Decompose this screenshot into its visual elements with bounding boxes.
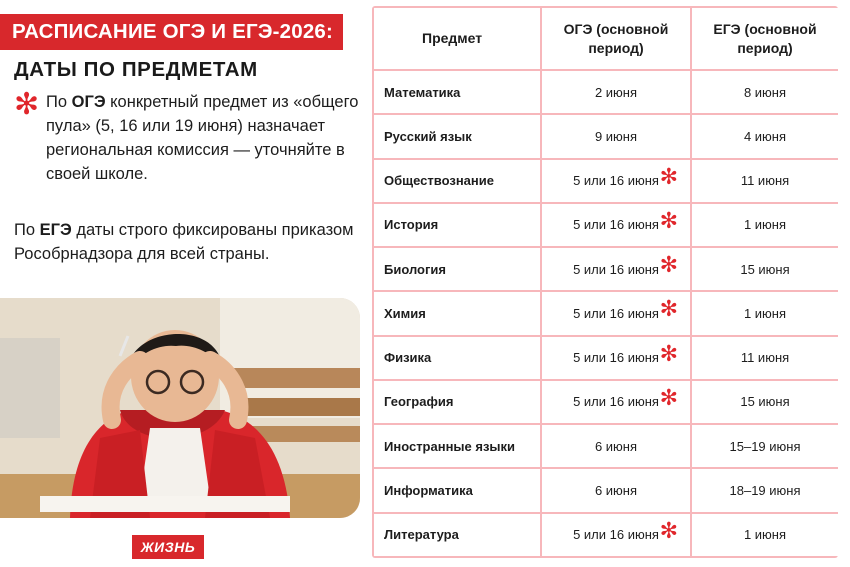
ege-date-cell: 11 июня	[692, 337, 838, 379]
oge-date-cell	[542, 469, 690, 511]
subject-cell: Математика	[374, 71, 540, 113]
student-illustration	[0, 298, 360, 518]
asterisk-icon: ✻	[659, 163, 678, 189]
asterisk-icon: ✻	[659, 517, 678, 543]
oge-date-text: 5 или 16 июня	[573, 394, 659, 410]
subject-cell: Обществознание	[374, 160, 540, 202]
header-subject: Предмет	[374, 8, 540, 69]
table-row	[374, 292, 838, 334]
table-row	[374, 381, 838, 423]
subject-cell: Информатика	[374, 469, 540, 511]
oge-note	[14, 90, 364, 186]
ege-date-cell: 15 июня	[692, 381, 838, 423]
oge-date-text: 9 июня	[594, 128, 638, 144]
subject-cell: Химия	[374, 292, 540, 334]
asterisk-icon: ✻	[659, 384, 678, 410]
oge-date-text: 5 или 16 июня	[573, 350, 659, 366]
oge-date-cell	[542, 292, 690, 334]
oge-date-text: 6 июня	[594, 438, 638, 454]
oge-date-text: 5 или 16 июня	[573, 305, 659, 321]
ege-date-cell: 1 июня	[692, 204, 838, 246]
oge-date-text: 2 июня	[594, 84, 638, 100]
subject-cell: Литература	[374, 514, 540, 556]
header-oge: ОГЭ (основной период)	[542, 8, 690, 69]
zhizn-logo: ЖИЗНЬ	[132, 535, 204, 559]
oge-note-text: По ОГЭ конкретный предмет из «общего пула» (5, 16 или 19 июня) назначает региональная комиссия — уточняйте в своей школе.	[46, 93, 359, 183]
ege-note: По ЕГЭ даты строго фиксированы приказом Рособрнадзора для всей страны.	[14, 221, 354, 263]
ege-date-cell: 18–19 июня	[692, 469, 838, 511]
table-header-row	[374, 8, 838, 69]
ege-date-cell: 1 июня	[692, 514, 838, 556]
header-ege: ЕГЭ (основной период)	[692, 8, 838, 69]
title-line-2: ДАТЫ ПО ПРЕДМЕТАМ	[0, 54, 268, 86]
ege-date-cell: 11 июня	[692, 160, 838, 202]
asterisk-icon: ✻	[659, 340, 678, 366]
student-photo	[0, 298, 360, 518]
oge-date-cell	[542, 248, 690, 290]
table-row	[374, 204, 838, 246]
title-block	[0, 14, 343, 86]
oge-date-cell	[542, 514, 690, 556]
oge-date-text: 6 июня	[594, 483, 638, 499]
asterisk-icon: ✻	[14, 88, 40, 121]
oge-date-text: 5 или 16 июня	[573, 261, 659, 277]
subject-cell: История	[374, 204, 540, 246]
table-row	[374, 514, 838, 556]
oge-date-cell	[542, 71, 690, 113]
asterisk-icon: ✻	[659, 296, 678, 322]
oge-date-cell	[542, 381, 690, 423]
ege-date-cell: 1 июня	[692, 292, 838, 334]
ege-date-cell: 15–19 июня	[692, 425, 838, 467]
table-row	[374, 425, 838, 467]
asterisk-icon: ✻	[659, 252, 678, 278]
schedule-table	[372, 6, 840, 558]
ege-date-cell: 15 июня	[692, 248, 838, 290]
oge-date-cell	[542, 337, 690, 379]
table-row	[374, 160, 838, 202]
table-row	[374, 115, 838, 157]
ege-date-cell: 8 июня	[692, 71, 838, 113]
oge-date-cell	[542, 425, 690, 467]
oge-date-text: 5 или 16 июня	[573, 173, 659, 189]
oge-date-cell	[542, 160, 690, 202]
table-row	[374, 469, 838, 511]
subject-cell: Русский язык	[374, 115, 540, 157]
subject-cell: Иностранные языки	[374, 425, 540, 467]
oge-date-cell	[542, 204, 690, 246]
table-row	[374, 248, 838, 290]
subject-cell: Биология	[374, 248, 540, 290]
ege-date-cell: 4 июня	[692, 115, 838, 157]
subject-cell: География	[374, 381, 540, 423]
asterisk-icon: ✻	[659, 207, 678, 233]
title-line-1: РАСПИСАНИЕ ОГЭ И ЕГЭ-2026:	[0, 14, 343, 50]
oge-date-text: 5 или 16 июня	[573, 217, 659, 233]
subject-cell: Физика	[374, 337, 540, 379]
oge-date-cell	[542, 115, 690, 157]
oge-date-text: 5 или 16 июня	[573, 527, 659, 543]
schedule-table-frame	[372, 6, 838, 558]
table-row	[374, 337, 838, 379]
table-row	[374, 71, 838, 113]
